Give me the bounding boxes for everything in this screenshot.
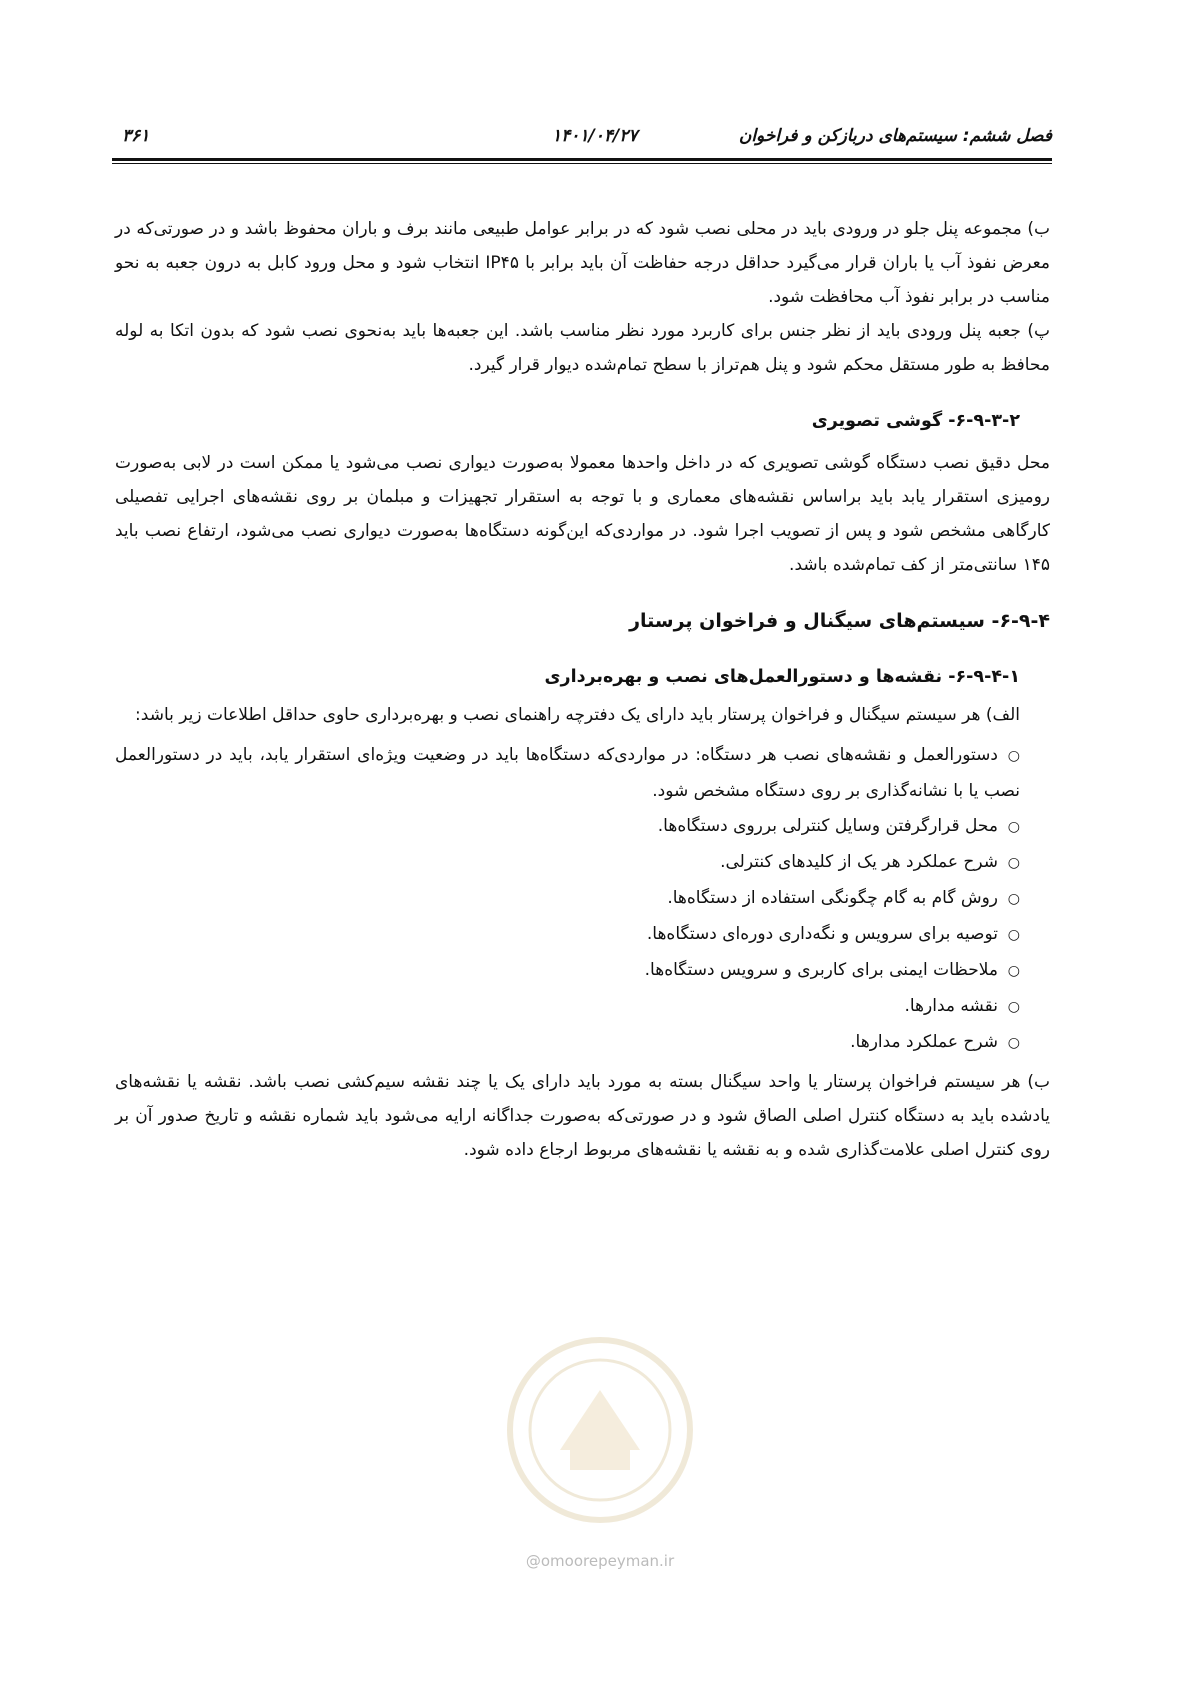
requirements-list xyxy=(115,738,1020,1061)
bullet-circle-icon: ○ xyxy=(1007,748,1020,764)
list-item: ○توصیه برای سرویس و نگه‌داری دوره‌ای دستگاه‌ها. xyxy=(115,917,1020,953)
document-body xyxy=(115,212,1050,1167)
list-item: ○نقشه مدارها. xyxy=(115,989,1020,1025)
list-item: ○دستورالعمل و نقشه‌های نصب هر دستگاه: در مواردی‌که دستگاه‌ها باید در وضعیت ویژه‌ای استقرار یابد، باید در دستورالعمل نصب یا با نشانه‌گذاری بر روی دستگاه مشخص شود. xyxy=(115,738,1020,809)
paragraph-be: ب) هر سیستم فراخوان پرستار یا واحد سیگنال بسته به مورد باید دارای یک یا چند نقشه سیم‌کشی نصب باشد. نقشه یا نقشه‌های یادشده باید به دستگاه کنترل اصلی الصاق شود و در صورتی‌که به‌صورت جداگانه ارایه می‌شود باید شماره نقشه و تاریخ صدور آن بر روی کنترل اصلی علامت‌گذاری شده و به نقشه یا نقشه‌های مربوط ارجاع داده شود. xyxy=(115,1072,1050,1160)
watermark-seal-icon xyxy=(500,1330,700,1530)
list-item: ○شرح عملکرد هر یک از کلیدهای کنترلی. xyxy=(115,845,1020,881)
heading-signal-system: ۶-۹-۴- سیستم‌های سیگنال و فراخوان پرستار xyxy=(629,610,1050,632)
page-number: ۳۶۱ xyxy=(122,126,150,146)
list-item: ○محل قرارگرفتن وسایل کنترلی برروی دستگاه‌ها. xyxy=(115,809,1020,845)
paragraph-alef: الف) هر سیستم سیگنال و فراخوان پرستار باید دارای یک دفترچه راهنمای نصب و بهره‌برداری حاوی حداقل اطلاعات زیر باشد: xyxy=(135,705,1020,725)
heading-drawings: ۶-۹-۴-۱- نقشه‌ها و دستورالعمل‌های نصب و بهره‌برداری xyxy=(544,667,1020,687)
header-rule-thin xyxy=(112,163,1052,164)
paragraph-p: پ) جعبه پنل ورودی باید از نظر جنس برای کاربرد مورد نظر مناسب باشد. این جعبه‌ها باید به‌نحوی نصب شود که بدون اتکا به لوله محافظ به طور مستقل محکم شود و پنل هم‌تراز با سطح تمام‌شده دیوار قرار گیرد. xyxy=(115,321,1050,375)
bullet-circle-icon: ○ xyxy=(1007,855,1020,871)
header-rule-thick xyxy=(112,158,1052,161)
list-item: ○شرح عملکرد مدارها. xyxy=(115,1025,1020,1061)
bullet-circle-icon: ○ xyxy=(1007,819,1020,835)
bullet-circle-icon: ○ xyxy=(1007,999,1020,1015)
paragraph-video-handset: محل دقیق نصب دستگاه گوشی تصویری که در داخل واحدها معمولا به‌صورت دیواری نصب می‌شود یا ممکن است در لابی به‌صورت رومیزی استقرار یابد باید براساس نقشه‌های معماری و با توجه به استقرار تجهیزات و مبلمان بر روی نقشه‌های اجرایی تفصیلی کارگاهی مشخص شود و پس از تصویب اجرا شود. در مواردی‌که این‌گونه دستگاه‌ها به‌صورت دیواری نصب می‌شود، ارتفاع نصب باید ۱۴۵ سانتی‌متر از کف تمام‌شده باشد. xyxy=(115,453,1050,575)
page-header xyxy=(112,120,1052,160)
bullet-circle-icon: ○ xyxy=(1007,927,1020,943)
list-item: ○روش گام به گام چگونگی استفاده از دستگاه‌ها. xyxy=(115,881,1020,917)
watermark-url: @omoorepeyman.ir xyxy=(525,1552,675,1570)
heading-video-handset: ۶-۹-۳-۲- گوشی تصویری xyxy=(811,411,1020,431)
list-item: ○ملاحظات ایمنی برای کاربری و سرویس دستگاه‌ها. xyxy=(115,953,1020,989)
bullet-circle-icon: ○ xyxy=(1007,963,1020,979)
paragraph-b: ب) مجموعه پنل جلو در ورودی باید در محلی نصب شود که در برابر عوامل طبیعی مانند برف و باران محفوظ باشد و در صورتی‌که در معرض نفوذ آب یا باران قرار می‌گیرد حداقل درجه حفاظت آن باید برابر با IP۴۵ انتخاب شود و محل ورود کابل به درون جعبه به نحو مناسب در برابر نفوذ آب محافظت شود. xyxy=(115,219,1050,307)
chapter-title: فصل ششم: سیستم‌های دربازکن و فراخوان xyxy=(738,126,1052,146)
bullet-circle-icon: ○ xyxy=(1007,1035,1020,1051)
bullet-circle-icon: ○ xyxy=(1007,891,1020,907)
header-date: ۱۴۰۱/۰۴/۲۷ xyxy=(552,126,638,146)
